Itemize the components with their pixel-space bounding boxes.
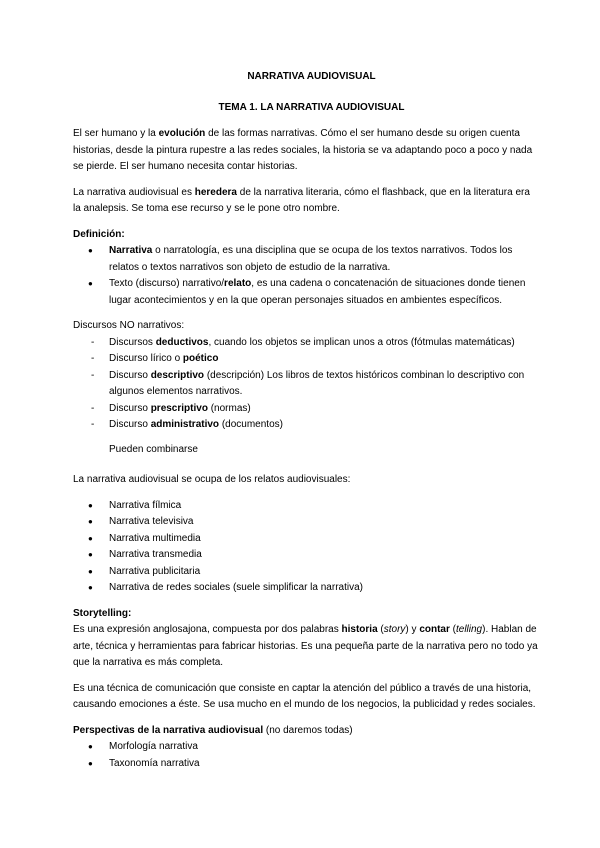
intro-paragraph-2: La narrativa audiovisual es heredera de la narrativa literaria, cómo el flashback, que en la literatura era la analepsis. Se toma ese recurso y se le pone otro nombre. xyxy=(73,186,530,214)
list-item: - Discurso lírico o poético xyxy=(73,351,538,368)
storytelling-paragraph-2: Es una técnica de comunicación que consiste en captar la atención del público a través de una historia, causando emociones a éste. Se usa mucho en el mundo de los negocios, la publicidad y redes sociales. xyxy=(73,682,536,710)
definicion-heading: Definición: xyxy=(73,228,125,240)
document-title: NARRATIVA AUDIOVISUAL xyxy=(247,71,376,82)
list-item: ● Narrativa transmedia xyxy=(73,547,538,564)
perspectivas-list xyxy=(73,739,538,772)
list-item: ● Narrativa multimedia xyxy=(73,531,538,548)
list-item: ● Morfología narrativa xyxy=(73,739,538,756)
list-item: ● Texto (discurso) narrativo/relato, es una cadena o concatenación de situaciones donde tienen lugar acontecimientos y en la que operan personajes situados en ambientes específicos. xyxy=(73,276,538,309)
relatos-list xyxy=(73,498,538,597)
no-narrativos-list xyxy=(73,335,538,434)
list-item: ● Narrativa o narratología, es una disciplina que se ocupa de los textos narrativos. Todos los relatos o textos narrativos son objeto de estudio de la narrativa. xyxy=(73,243,538,276)
intro-paragraph-1: El ser humano y la evolución de las formas narrativas. Cómo el ser humano desde su origen cuenta historias, desde la pintura rupestre a las redes sociales, la historia se va adaptando poco a poco y nada se pierde. El ser humano necesita contar historias. xyxy=(73,128,533,172)
list-item: - Discurso prescriptivo (normas) xyxy=(73,401,538,418)
list-item: ● Narrativa televisiva xyxy=(73,514,538,531)
no-narrativos-heading: Discursos NO narrativos: xyxy=(73,320,185,331)
list-item: - Discursos deductivos, cuando los objetos se implican unos a otros (fótmulas matemáticas) xyxy=(73,335,538,352)
combine-note: Pueden combinarse xyxy=(109,443,198,455)
storytelling-paragraph-1: Es una expresión anglosajona, compuesta por dos palabras historia (story) y contar (telling). Hablan de arte, técnica y herramientas para fabricar historias. Es una pequeña parte de la narrativa pero no todo ya que la narrativa es más completa. xyxy=(73,624,538,668)
list-item: ● Narrativa de redes sociales (suele simplificar la narrativa) xyxy=(73,580,538,597)
relatos-intro: La narrativa audiovisual se ocupa de los relatos audiovisuales: xyxy=(73,474,351,485)
list-item: ● Taxonomía narrativa xyxy=(73,756,538,773)
perspectivas-heading: Perspectivas de la narrativa audiovisual (no daremos todas) xyxy=(73,724,353,736)
list-item: - Discurso administrativo (documentos) xyxy=(73,417,538,434)
list-item: - Discurso descriptivo (descripción) Los libros de textos históricos combinan lo descriptivo con algunos elementos narrativos. xyxy=(73,368,538,401)
list-item: ● Narrativa fílmica xyxy=(73,498,538,515)
definicion-list xyxy=(73,243,538,309)
document-subtitle: TEMA 1. LA NARRATIVA AUDIOVISUAL xyxy=(218,101,405,113)
list-item: ● Narrativa publicitaria xyxy=(73,564,538,581)
storytelling-heading: Storytelling: xyxy=(73,607,132,619)
